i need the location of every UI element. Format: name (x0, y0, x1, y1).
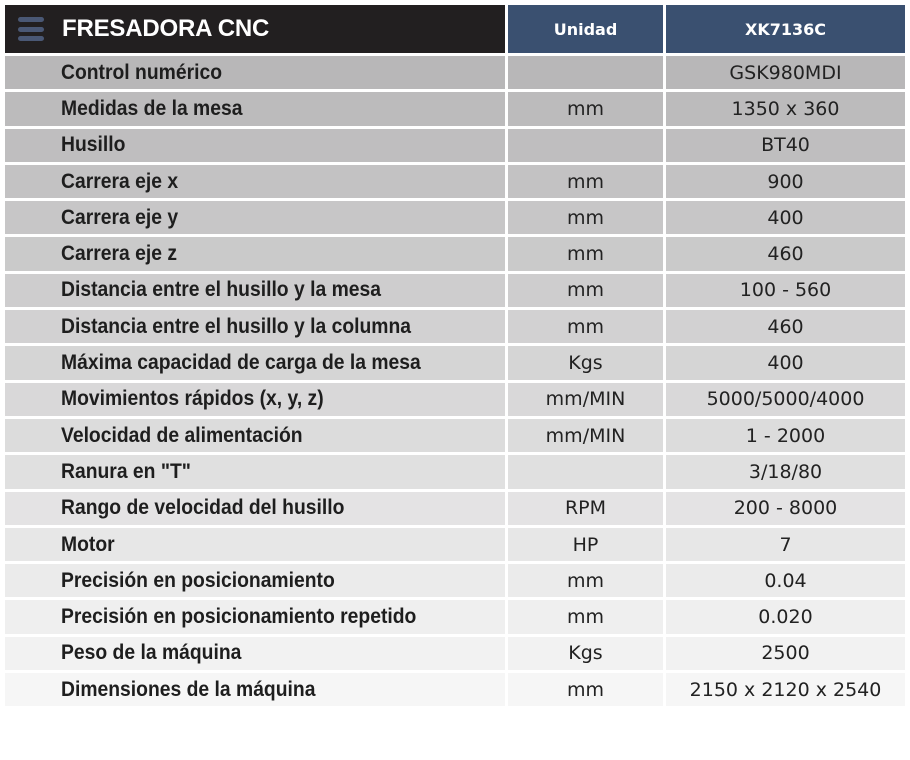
table-row (5, 274, 905, 307)
spec-value: 2150 x 2120 x 2540 (666, 673, 905, 706)
unit-column-header: Unidad (508, 5, 663, 53)
spec-value: 1350 x 360 (666, 92, 905, 125)
spec-value: 400 (666, 201, 905, 234)
table-row (5, 310, 905, 343)
spec-unit: Kgs (508, 637, 663, 670)
table-row (5, 455, 905, 488)
spec-label-cell (5, 237, 505, 270)
spec-unit: mm (508, 310, 663, 343)
spec-unit: mm (508, 92, 663, 125)
spec-unit: mm (508, 564, 663, 597)
table-row (5, 56, 905, 89)
spec-label-cell (5, 165, 505, 198)
spec-label-cell (5, 564, 505, 597)
table-row (5, 165, 905, 198)
spec-label: Precisión en posicionamiento repetido (61, 605, 417, 629)
spec-label: Carrera eje z (61, 242, 178, 266)
hamburger-menu-icon[interactable] (18, 17, 44, 41)
spec-value: 1 - 2000 (666, 419, 905, 452)
spec-unit: mm/MIN (508, 383, 663, 416)
spec-unit: mm (508, 274, 663, 307)
spec-value: 0.020 (666, 600, 905, 633)
spec-unit: Kgs (508, 346, 663, 379)
spec-label-cell (5, 600, 505, 633)
spec-unit: HP (508, 528, 663, 561)
spec-value: 100 - 560 (666, 274, 905, 307)
spec-value: BT40 (666, 129, 905, 162)
spec-label: Movimientos rápidos (x, y, z) (61, 387, 324, 411)
table-row (5, 637, 905, 670)
spec-label: Husillo (61, 133, 126, 157)
spec-label-cell (5, 455, 505, 488)
spec-value: 200 - 8000 (666, 492, 905, 525)
spec-value: GSK980MDI (666, 56, 905, 89)
table-row (5, 346, 905, 379)
spec-label: Ranura en "T" (61, 459, 191, 483)
spec-label: Precisión en posicionamiento (61, 568, 335, 592)
table-row (5, 201, 905, 234)
table-row (5, 237, 905, 270)
spec-label: Máxima capacidad de carga de la mesa (61, 351, 421, 375)
spec-unit (508, 455, 663, 488)
table-row (5, 129, 905, 162)
spec-value: 460 (666, 310, 905, 343)
title-cell (5, 5, 505, 53)
model-column-header: XK7136C (666, 5, 905, 53)
spec-value: 3/18/80 (666, 455, 905, 488)
spec-label: Rango de velocidad del husillo (61, 496, 345, 520)
spec-unit: RPM (508, 492, 663, 525)
spec-label: Distancia entre el husillo y la columna (61, 314, 412, 338)
spec-label: Motor (61, 532, 115, 556)
spec-label-cell (5, 346, 505, 379)
spec-label: Medidas de la mesa (61, 96, 243, 120)
spec-label-cell (5, 310, 505, 343)
spec-label-cell (5, 419, 505, 452)
spec-unit: mm/MIN (508, 419, 663, 452)
table-row (5, 673, 905, 706)
spec-label-cell (5, 274, 505, 307)
spec-label-cell (5, 673, 505, 706)
spec-unit (508, 129, 663, 162)
table-header (5, 5, 905, 53)
spec-unit: mm (508, 237, 663, 270)
spec-label: Velocidad de alimentación (61, 423, 303, 447)
spec-value: 460 (666, 237, 905, 270)
spec-value: 5000/5000/4000 (666, 383, 905, 416)
spec-label-cell (5, 492, 505, 525)
table-body (5, 56, 905, 706)
spec-label: Peso de la máquina (61, 641, 242, 665)
table-row (5, 492, 905, 525)
spec-label: Distancia entre el husillo y la mesa (61, 278, 381, 302)
spec-label: Carrera eje x (61, 169, 179, 193)
spec-value: 400 (666, 346, 905, 379)
spec-value: 7 (666, 528, 905, 561)
spec-label-cell (5, 56, 505, 89)
spec-unit: mm (508, 600, 663, 633)
spec-label: Dimensiones de la máquina (61, 677, 316, 701)
spec-label-cell (5, 201, 505, 234)
spec-label-cell (5, 637, 505, 670)
spec-label-cell (5, 92, 505, 125)
spec-label-cell (5, 528, 505, 561)
table-title: FRESADORA CNC (62, 15, 270, 42)
spec-label-cell (5, 129, 505, 162)
table-row (5, 600, 905, 633)
spec-value: 900 (666, 165, 905, 198)
spec-unit (508, 56, 663, 89)
spec-value: 2500 (666, 637, 905, 670)
spec-unit: mm (508, 165, 663, 198)
spec-table (5, 5, 905, 706)
spec-label: Control numérico (61, 60, 223, 84)
table-row (5, 564, 905, 597)
table-row (5, 383, 905, 416)
spec-label-cell (5, 383, 505, 416)
table-row (5, 92, 905, 125)
table-row (5, 419, 905, 452)
spec-value: 0.04 (666, 564, 905, 597)
spec-unit: mm (508, 673, 663, 706)
spec-unit: mm (508, 201, 663, 234)
table-row (5, 528, 905, 561)
spec-label: Carrera eje y (61, 205, 179, 229)
